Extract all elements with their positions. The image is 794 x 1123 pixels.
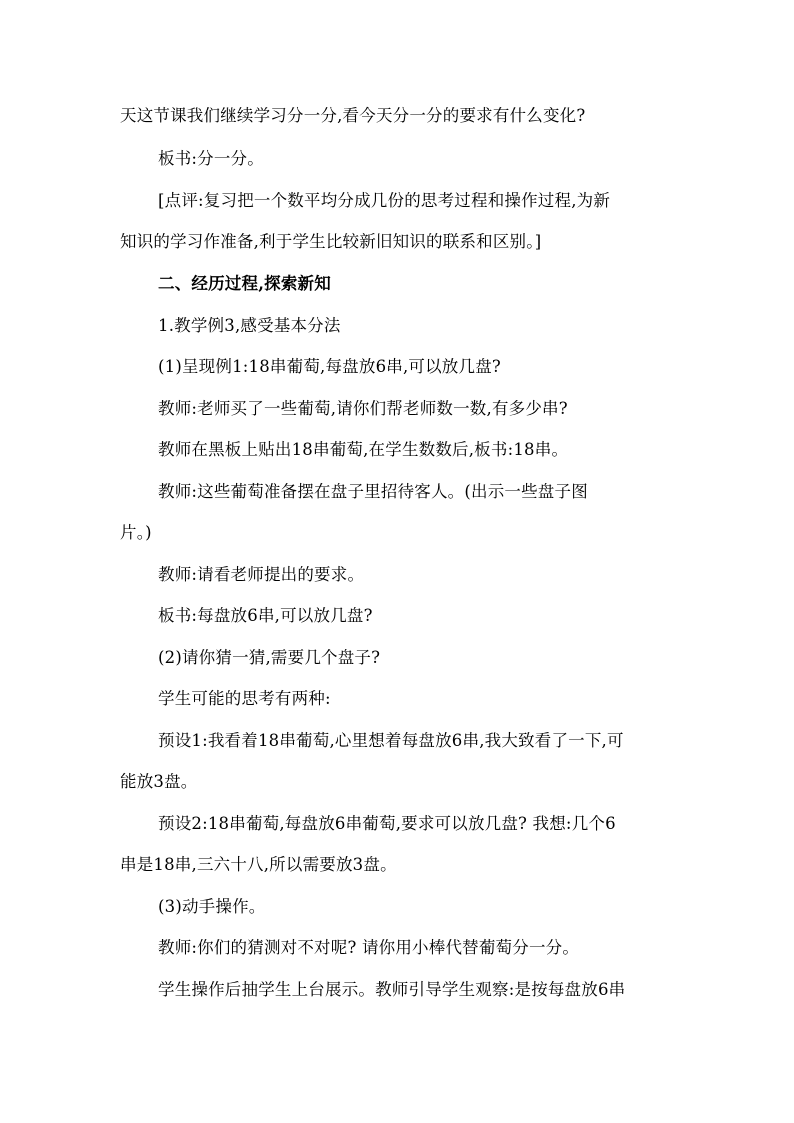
comment-line-2: 知识的学习作准备,利于学生比较新旧知识的联系和区别。] [120,232,542,251]
paragraph-line-1: 天这节课我们继续学习分一分,看今天分一分的要求有什么变化? [120,106,586,125]
paragraph-line-15: 串是18串,三六十八,所以需要放3盘。 [120,855,397,874]
paragraph-line-13: 能放3盘。 [120,772,198,791]
paragraph-line-11: 学生可能的思考有两种: [158,689,331,708]
paragraph-line-2: 板书:分一分。 [158,149,264,168]
paragraph-line-6: 教师:这些葡萄准备摆在盘子里招待客人。(出示一些盘子图 [158,482,588,501]
paragraph-line-12: 预设1:我看着18串葡萄,心里想着每盘放6串,我大致看了一下,可 [158,731,624,750]
paragraph-line-3: (1)呈现例1:18串葡萄,每盘放6串,可以放几盘? [158,357,501,376]
paragraph-line-5: 教师在黑板上贴出18串葡萄,在学生数数后,板书:18串。 [158,440,569,459]
paragraph-line-17: 教师:你们的猜测对不对呢? 请你用小棒代替葡萄分一分。 [158,938,580,957]
paragraph-line-9: 板书:每盘放6串,可以放几盘? [158,606,373,625]
paragraph-line-10: (2)请你猜一猜,需要几个盘子? [158,648,381,667]
paragraph-line-16: (3)动手操作。 [158,897,266,916]
subsection-heading: 1.教学例3,感受基本分法 [158,316,341,335]
paragraph-line-4: 教师:老师买了一些葡萄,请你们帮老师数一数,有多少串? [158,399,568,418]
comment-line-1: [点评:复习把一个数平均分成几份的思考过程和操作过程,为新 [158,191,611,210]
paragraph-line-8: 教师:请看老师提出的要求。 [158,565,365,584]
paragraph-line-14: 预设2:18串葡萄,每盘放6串葡萄,要求可以放几盘? 我想:几个6 [158,814,616,833]
paragraph-line-7: 片。) [120,523,152,542]
paragraph-line-18: 学生操作后抽学生上台展示。教师引导学生观察:是按每盘放6串 [158,980,626,999]
section-heading: 二、经历过程,探索新知 [158,274,331,293]
